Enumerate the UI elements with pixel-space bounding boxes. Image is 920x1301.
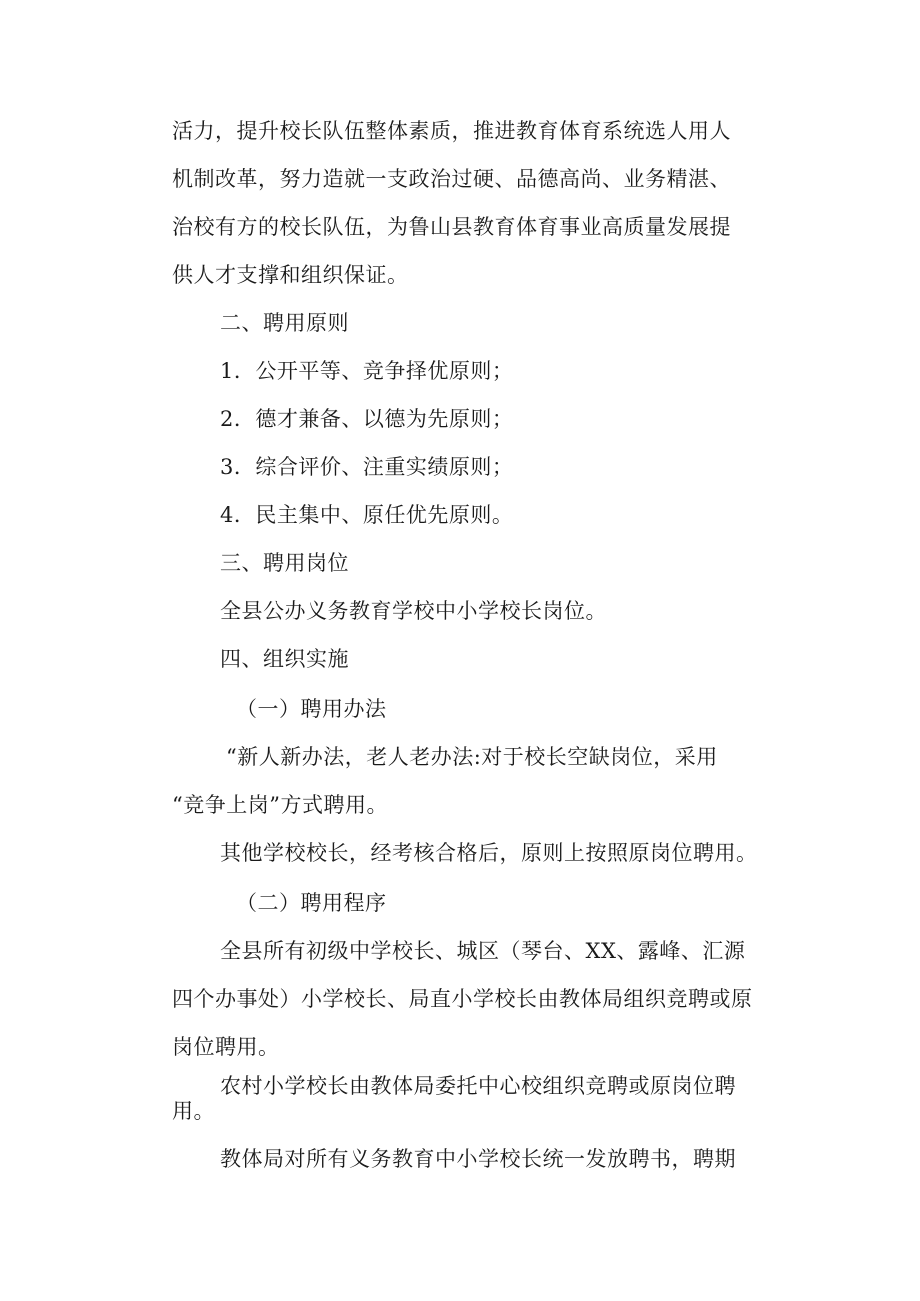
paragraph-line: 用。	[172, 1099, 215, 1123]
paragraph-line: 教体局对所有义务教育中小学校长统一发放聘书，聘期	[220, 1147, 736, 1171]
paragraph-line: “新人新办法，老人老办法:对于校长空缺岗位，采用	[226, 745, 718, 769]
paragraph-line: 治校有方的校长队伍，为鲁山县教育体育事业高质量发展提	[172, 215, 731, 239]
paragraph-line: 机制改革，努力造就一支政治过硬、品德高尚、业务精湛、	[172, 167, 731, 191]
paragraph-line: 供人才支撑和组织保证。	[172, 263, 409, 287]
section-heading: 四、组织实施	[220, 647, 349, 671]
section-heading: 二、聘用原则	[220, 311, 349, 335]
paragraph-line: 四个办事处）小学校长、局直小学校长由教体局组织竞聘或原	[172, 987, 753, 1011]
subsection-heading: （一）聘用办法	[236, 697, 387, 721]
subsection-heading: （二）聘用程序	[236, 891, 387, 915]
paragraph-line: 全县公办义务教育学校中小学校长岗位。	[220, 599, 607, 623]
paragraph-line: 岗位聘用。	[172, 1035, 280, 1059]
paragraph-line: “竞争上岗”方式聘用。	[172, 793, 388, 817]
paragraph-line: 全县所有初级中学校长、城区（琴台、XX、露峰、汇源	[220, 939, 746, 963]
list-item: 1．公开平等、竞争择优原则；	[220, 359, 514, 383]
list-item: 3．综合评价、注重实绩原则；	[220, 455, 514, 479]
paragraph-line: 其他学校校长，经考核合格后，原则上按照原岗位聘用。	[220, 841, 758, 865]
section-heading: 三、聘用岗位	[220, 551, 349, 575]
list-item: 2．德才兼备、以德为先原则；	[220, 407, 514, 431]
paragraph-line: 农村小学校长由教体局委托中心校组织竞聘或原岗位聘	[220, 1074, 736, 1098]
paragraph-line: 活力，提升校长队伍整体素质，推进教育体育系统选人用人	[172, 119, 731, 143]
list-item: 4．民主集中、原任优先原则。	[220, 503, 514, 527]
